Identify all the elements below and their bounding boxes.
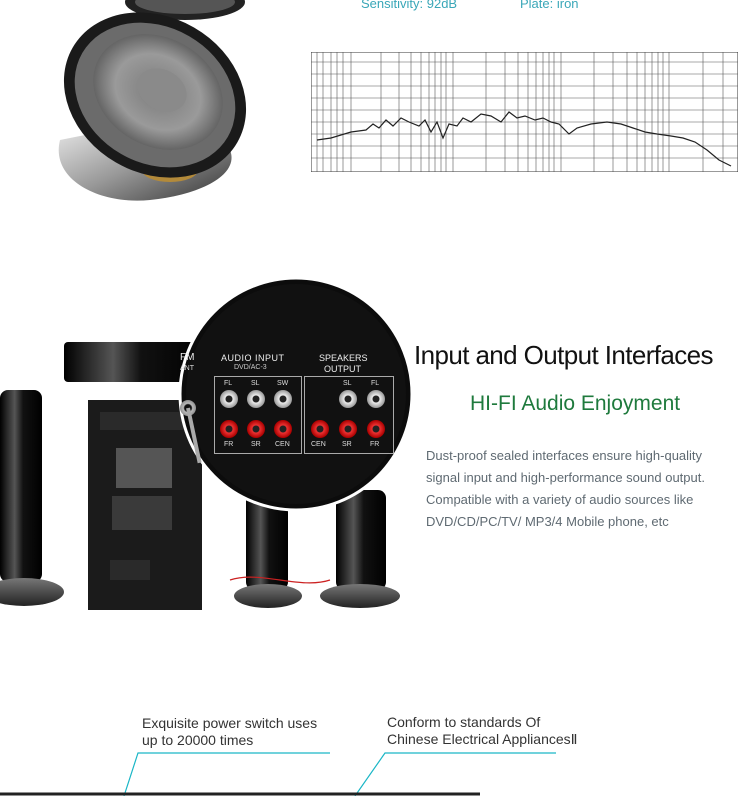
jack-sr-out xyxy=(339,420,357,438)
jack-fr-in xyxy=(220,420,238,438)
callout-line-text: Chinese Electrical AppliancesⅡ xyxy=(387,731,578,747)
section-title: Input and Output Interfaces xyxy=(414,340,713,370)
description-line: DVD/CD/PC/TV/ MP3/4 Mobile phone, etc xyxy=(426,514,669,529)
antenna-wire xyxy=(186,408,202,464)
jack-fr-out xyxy=(367,420,385,438)
out-bottom-label: SR xyxy=(342,441,352,448)
power-switch-callout xyxy=(142,715,317,749)
out-top-label: FL xyxy=(371,380,380,387)
section-description xyxy=(426,445,746,533)
output-label: OUTPUT xyxy=(324,364,361,374)
sensitivity-spec: Sensitivity: 92dB xyxy=(361,0,458,11)
callout-line-text: up to 20000 times xyxy=(142,732,254,748)
in-top-label: SW xyxy=(277,380,289,387)
in-top-label: SL xyxy=(251,380,260,387)
out-bottom-label: FR xyxy=(370,441,380,448)
jack-fl-out xyxy=(367,390,385,408)
frequency-response-graph xyxy=(311,52,738,172)
in-bottom-label: FR xyxy=(224,441,234,448)
in-bottom-label: SR xyxy=(251,441,261,448)
out-top-label: SL xyxy=(343,380,352,387)
description-line: Dust-proof sealed interfaces ensure high-quality xyxy=(426,448,703,463)
jack-sr-in xyxy=(247,420,265,438)
speakers-label: SPEAKERS xyxy=(319,353,368,363)
description-line: Compatible with a variety of audio sources like xyxy=(426,492,694,507)
audio-input-label: AUDIO INPUT xyxy=(221,353,285,363)
in-bottom-label: CEN xyxy=(275,441,290,448)
jack-cen-in xyxy=(274,420,292,438)
jack-sw-in xyxy=(274,390,292,408)
audio-input-sub-label: DVD/AC-3 xyxy=(234,364,267,371)
jack-fl-in xyxy=(220,390,238,408)
callout-lines xyxy=(0,750,750,796)
jack-sl-in xyxy=(247,390,265,408)
back-panel-labels xyxy=(178,276,414,512)
section-subtitle: HI-FI Audio Enjoyment xyxy=(470,392,681,415)
callout-line-text: Conform to standards Of xyxy=(387,714,541,730)
jack-sl-out xyxy=(339,390,357,408)
speaker-driver-image xyxy=(40,0,270,215)
description-line: signal input and high-performance sound output. xyxy=(426,470,705,485)
plate-spec: Plate: iron xyxy=(520,0,579,11)
in-top-label: FL xyxy=(224,380,233,387)
fm-label: FM xyxy=(180,352,195,363)
ant-label: ANT xyxy=(180,365,194,372)
standards-callout xyxy=(387,714,578,748)
jack-cen-out xyxy=(311,420,329,438)
out-bottom-label: CEN xyxy=(311,441,326,448)
standards-pointer xyxy=(355,753,556,796)
callout-line-text: Exquisite power switch uses xyxy=(142,715,318,731)
power-switch-pointer xyxy=(124,753,330,796)
